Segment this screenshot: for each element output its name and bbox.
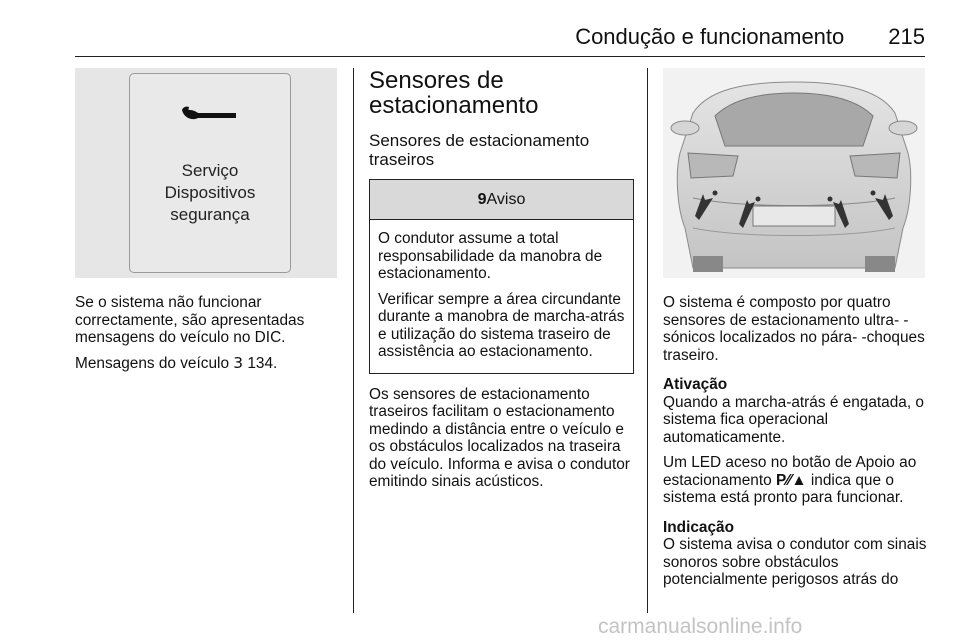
page-header — [0, 24, 925, 50]
indication-heading: Indicação — [663, 518, 734, 536]
vehicle-messages-reference — [75, 355, 337, 373]
section-title: Sensores de estacionamento — [369, 67, 539, 119]
column-3 — [663, 68, 928, 597]
dic-message — [165, 160, 256, 226]
reference-text: Mensagens do veículo — [75, 354, 230, 372]
watermark: carmanualsonline.info — [598, 615, 803, 638]
dic-display-screen — [129, 73, 291, 273]
malfunction-paragraph: Se o sistema não funcionar correctamente, são apresentadas mensagens do veículo no DIC. — [75, 294, 305, 346]
led-text-before: Um LED aceso no botão de Apoio ao estacionamento — [663, 454, 917, 489]
column-2 — [369, 68, 634, 499]
wrench-icon — [180, 104, 240, 128]
parking-assist-icon: P⁄⁄▲ — [775, 471, 807, 489]
warning-label: Aviso — [486, 191, 526, 208]
led-paragraph — [663, 454, 928, 507]
indication-block — [663, 519, 928, 589]
dic-message-line-3: segurança — [170, 205, 250, 224]
warning-paragraph-2: Verificar sempre a área circundante durante a manobra de marcha-atrás e utilização do sistema traseiro de assistência ao estacionamento. — [378, 290, 625, 360]
header-rule — [75, 56, 925, 57]
activation-text: Quando a marcha-atrás é engatada, o sistema fica operacional automaticamente. — [663, 393, 924, 446]
warning-paragraph-1: O condutor assume a total responsabilidade da manobra de estacionamento. — [378, 230, 603, 282]
column-1 — [75, 68, 337, 380]
activation-heading: Ativação — [663, 376, 728, 393]
dic-message-line-2: Dispositivos — [164, 183, 256, 202]
system-composition-paragraph: O sistema é composto por quatro sensores de estacionamento ultra- -sónicos localizados no pára- -choques traseiro. — [663, 294, 925, 364]
column-divider-2 — [647, 68, 648, 613]
led-text-after: indica que o sistema está pronto para funcionar. — [663, 471, 904, 506]
chapter-title: Condução e funcionamento — [575, 24, 845, 49]
warning-body — [370, 220, 633, 373]
dic-message-line-1: Serviço — [181, 161, 239, 180]
reference-page-link[interactable]: 134. — [247, 354, 278, 372]
indication-text: O sistema avisa o condutor com sinais sonoros sobre obstáculos potencialmente perigosos atrás do — [663, 536, 927, 588]
warning-box — [369, 179, 634, 374]
dic-display-illustration — [75, 68, 337, 278]
page-number: 215 — [888, 24, 925, 49]
warning-triangle-icon: 9 — [477, 191, 487, 208]
subsection-title: Sensores de estacionamento traseiros — [369, 131, 590, 169]
rear-car-illustration — [663, 68, 925, 278]
car-rear-drawing — [663, 68, 925, 278]
warning-header — [370, 180, 633, 220]
activation-block — [663, 376, 928, 446]
sensors-description: Os sensores de estacionamento traseiros facilitam o estacionamento medindo a distância entre o veículo e os obstáculos localizados na traseira do veículo. Informa e avisa o condutor emitindo sinais acústicos. — [369, 385, 630, 490]
page-ref-arrow-icon: 3 — [233, 353, 244, 372]
column-divider-1 — [353, 68, 354, 613]
